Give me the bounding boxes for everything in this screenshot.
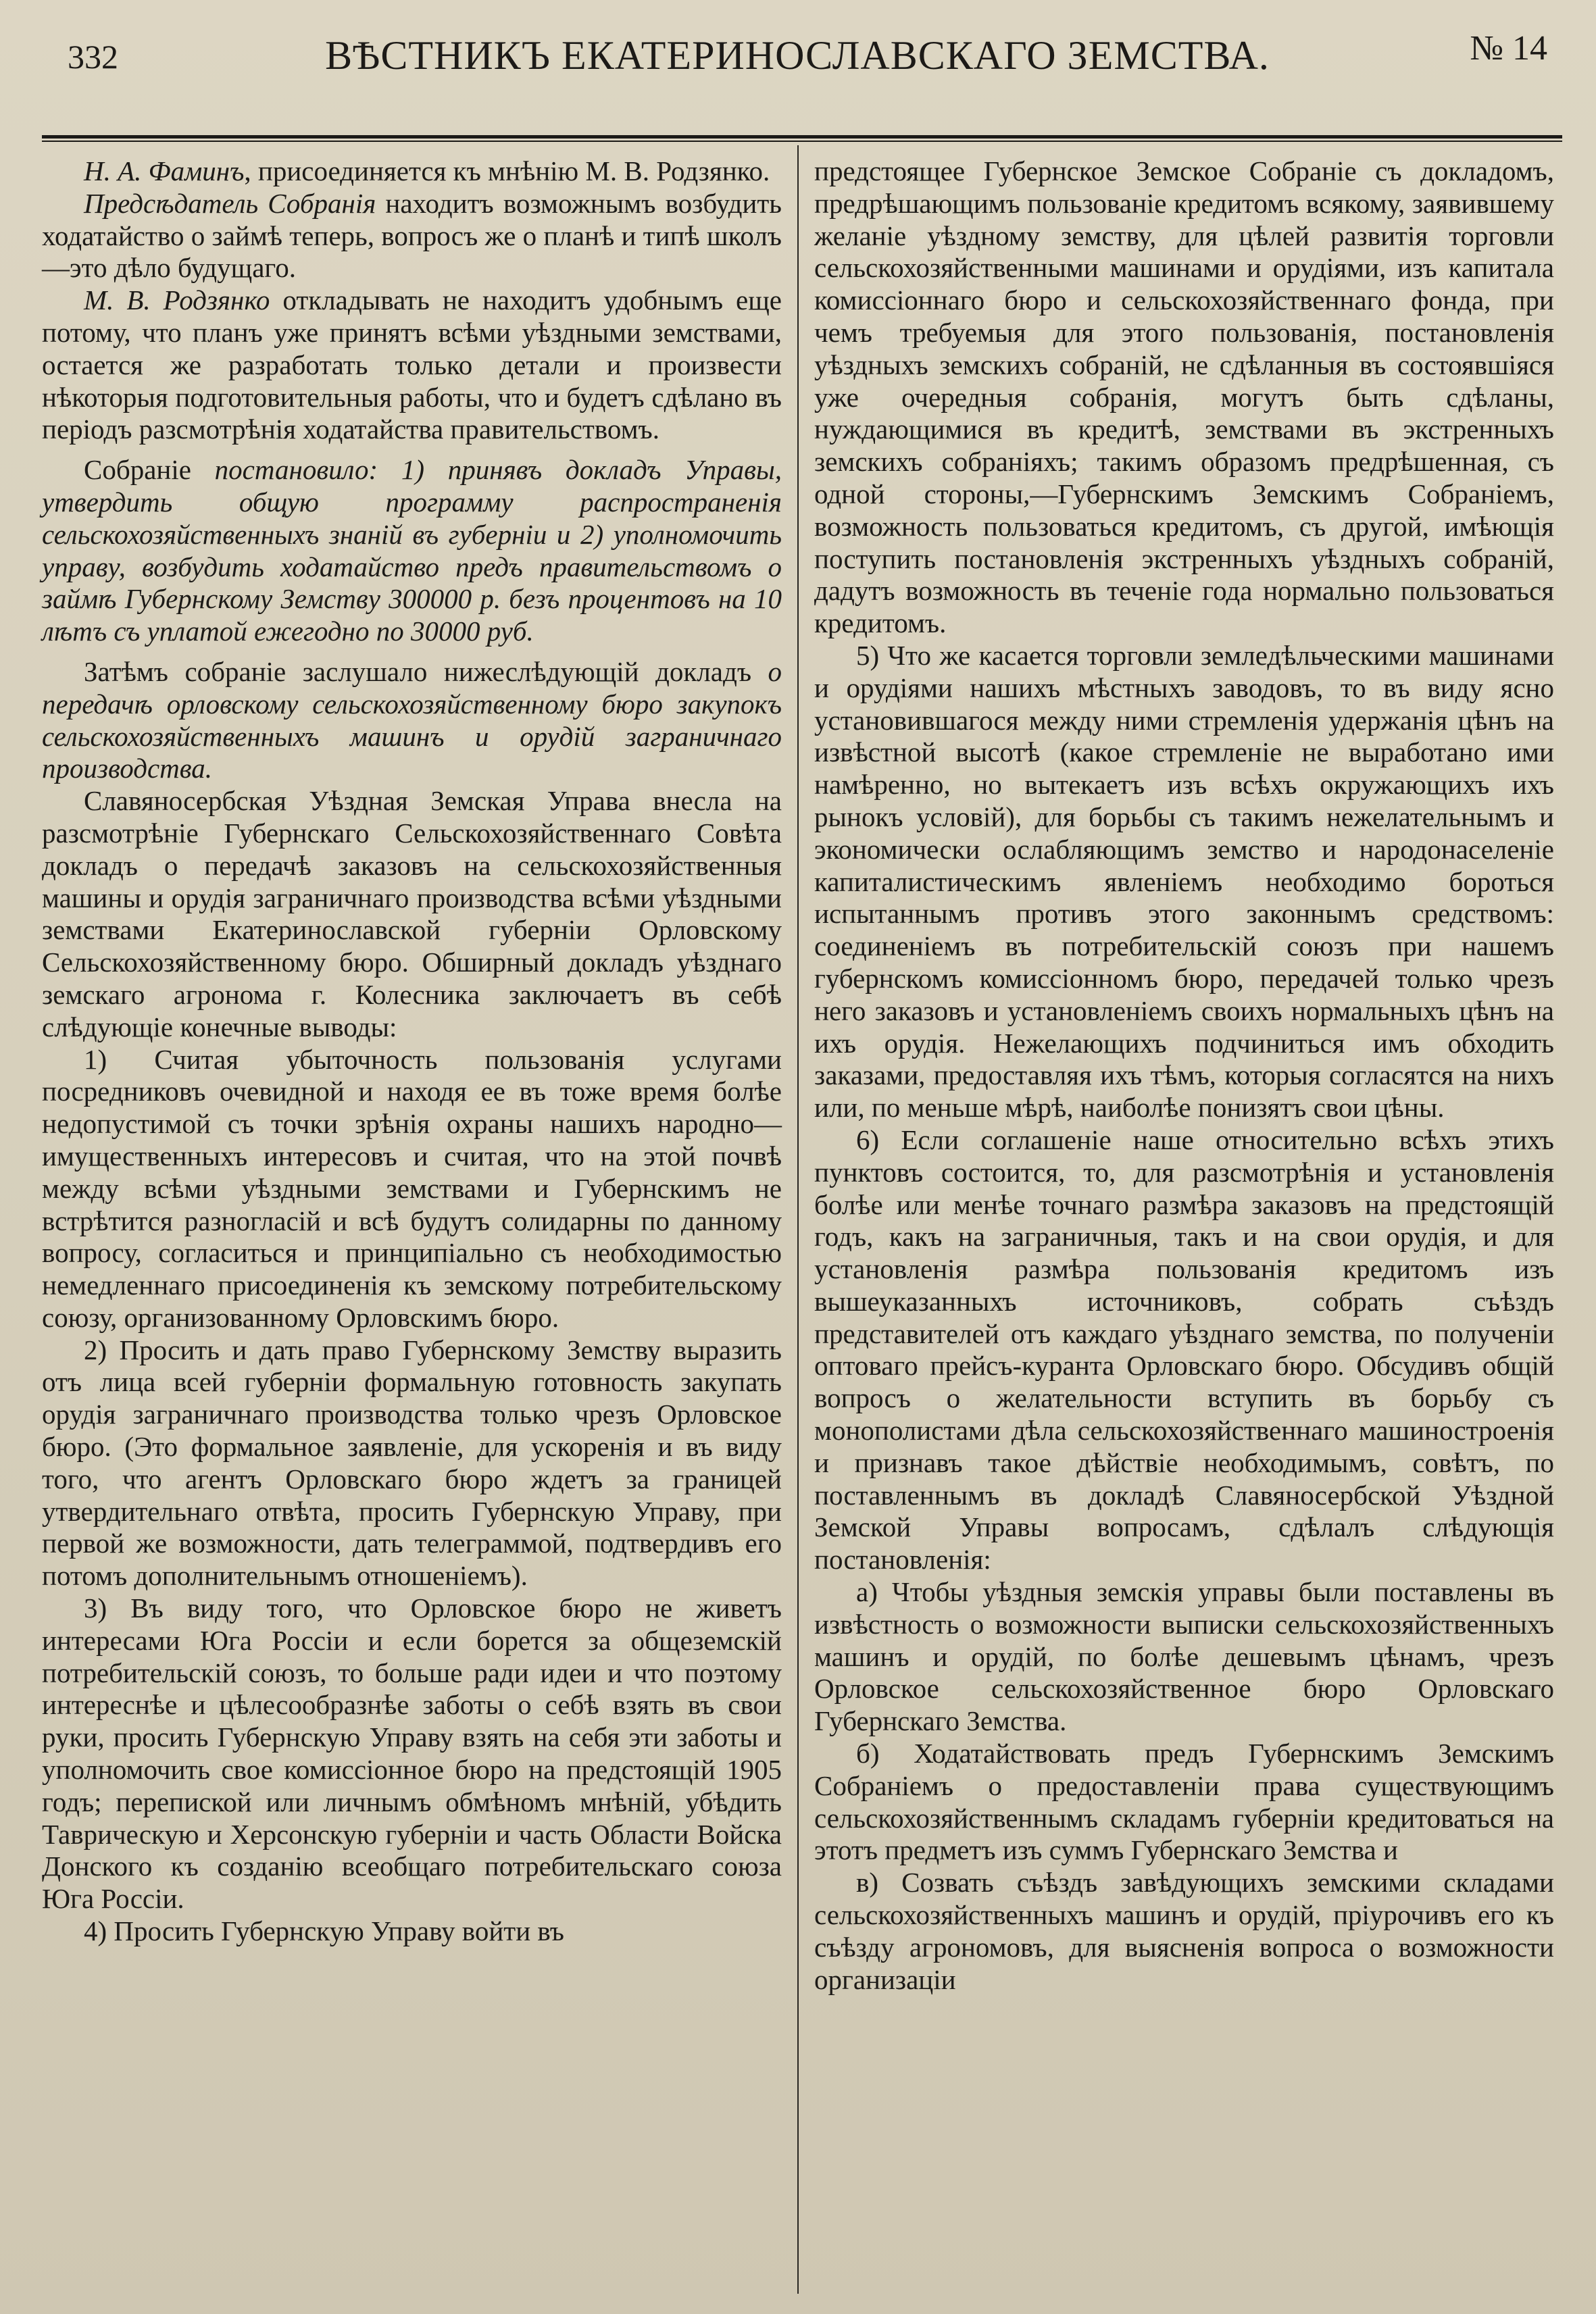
header-rule-thin — [42, 141, 1562, 142]
paragraph — [42, 656, 782, 785]
paragraph: предстоящее Губернское Земское Собраніе съ докладомъ, предрѣшающимъ пользованіе кредитомъ всякому, заявившему желаніе уѣздному земству, для цѣлей развитія торговли сельскохозяйственными машинами и орудіями, изъ капитала комиссіоннаго бюро и сельскохозяйственнаго фонда, при чемъ требуемыя для этого пользованія, постановленія уѣздныхъ земскихъ собраній, не сдѣланныя въ состоявшіяся уже очередныя собранія, могутъ быть сдѣланы, нуждающимися въ кредитѣ, земствами въ экстренныхъ земскихъ собраніяхъ; такимъ образомъ предрѣшенная, съ одной стороны,—Губернскимъ Земскимъ Собраніемъ, возможность пользоваться кредитомъ, съ другой, имѣющія поступить постановленія экстренныхъ уѣздныхъ собраній, дадутъ возможность въ теченіе года нормально пользоваться кредитомъ. — [814, 155, 1554, 639]
list-item: 4) Просить Губернскую Управу войти въ — [84, 1915, 564, 1947]
report-topic: о передачѣ орловскому сельскохозяйственному бюро закупокъ сельскохозяйственныхъ машинъ и орудій заграничнаго производства. — [42, 655, 782, 784]
paragraph-text: откладывать не находитъ удобнымъ еще потому, что планъ уже принятъ всѣми уѣздными земствами, остается же разработать только детали и произвести нѣкоторыя подготовительныя работы, что и будетъ сдѣлано въ періодъ разсмотрѣнія ходатайства правительствомъ. — [42, 284, 782, 445]
page-header — [41, 27, 1554, 101]
resolution-paragraph — [42, 454, 782, 648]
resolution-text: постановило: 1) принявъ докладъ Управы, утвердить общую программу распространенія сельскохозяйственныхъ знаній въ губерніи и 2) уполномочить управу, возбудить ходатайство предъ правительствомъ о займѣ Губернскому Земству 300000 р. безъ процентовъ на 10 лѣтъ съ уплатой ежегодно по 30000 руб. — [42, 454, 782, 647]
list-item: 6) Если соглашеніе наше относительно всѣхъ этихъ пунктовъ состоится, то, для разсмотрѣнія и установленія болѣе или менѣе точнаго размѣра заказовъ на предстоящій годъ, какъ на заграничныя, такъ и на свои орудія, и для установленія размѣра пользованія кредитомъ изъ вышеуказанныхъ источниковъ, собрать съѣздъ представителей отъ каждаго уѣзднаго земства, по полученіи оптоваго прейсъ-куранта Орловскаго бюро. Обсудивъ общій вопросъ о желательности вступить въ борьбу съ монополистами дѣла сельскохозяйственнаго машиностроенія и признавъ такое дѣйствіе необходимымъ, совѣтъ, по поставленнымъ въ докладѣ Славяносербской Уѣздной Земской Управы вопросамъ, сдѣлалъ слѣдующія постановленія: — [814, 1124, 1554, 1576]
paragraph — [42, 188, 782, 284]
list-item: в) Созвать съѣздъ завѣдующихъ земскими складами сельскохозяйственныхъ машинъ и орудій, пріурочивъ его къ съѣзду агрономовъ, для выясненія вопроса о возможности организаціи — [814, 1867, 1554, 1995]
speaker-name: Предсѣдатель Собранія — [84, 187, 376, 219]
paragraph — [42, 284, 782, 446]
paragraph-text: Затѣмъ собраніе заслушало нижеслѣдующій докладъ — [84, 655, 768, 687]
paragraph-text: , присоединяется къ мнѣнію М. В. Родзянко. — [244, 155, 770, 186]
header-rule — [42, 135, 1562, 139]
list-item: 5) Что же касается торговли земледѣльческими машинами и орудіями нашихъ мѣстныхъ заводовъ, то въ виду ясно установившагося между ними стремленія удержанія цѣнъ на извѣстной высотѣ (какое стремленіе не выработано ими намѣренно, но вытекаетъ изъ всѣхъ окружающихъ ихъ рынокъ условій), для борьбы съ такимъ нежелательнымъ и экономически ослабляющимъ земство и народонаселеніе капиталистическимъ явленіемъ необходимо бороться испытаннымъ противъ этого законнымъ средствомъ: соединеніемъ въ потребительскій союзъ при нашемъ губернскомъ комиссіонномъ бюро, передачей только чрезъ него заказовъ и установленіемъ своихъ нормальныхъ цѣнъ на ихъ орудія. Нежелающихъ подчиниться имъ обходить заказами, предоставляя ихъ тѣмъ, которыя согласятся на нихъ или, по меньше мѣрѣ, наиболѣе понизятъ свои цѣны. — [814, 639, 1554, 1124]
list-item: 1) Считая убыточность пользованія услугами посредниковъ очевидной и находя ее въ тоже время болѣе недопустимой съ точки зрѣнія охраны нашихъ народно—имущественныхъ интересовъ и считая, что на этой почвѣ между всѣми уѣздными земствами и Губернскимъ не встрѣтится разногласій и всѣ будутъ солидарны по данному вопросу, согласиться и принципіально съ необходимостью немедленнаго присоединенія къ земскому потребительскому союзу, организованному Орловскимъ бюро. — [42, 1043, 782, 1333]
speaker-name: М. В. Родзянко — [84, 284, 270, 316]
paragraph-text: Собраніе — [84, 454, 215, 486]
left-column — [42, 155, 782, 1948]
page-number: 332 — [68, 38, 118, 76]
right-column — [814, 155, 1554, 1996]
list-item: б) Ходатайствовать предъ Губернскимъ Земскимъ Собраніемъ о предоставленіи права существующимъ сельскохозяйственнымъ складамъ губерніи кредитоваться на этотъ предметъ изъ суммъ Губернскаго Земства и — [814, 1738, 1554, 1866]
paragraph — [42, 155, 782, 188]
list-item: 3) Въ виду того, что Орловское бюро не живетъ интересами Юга Россіи и если борется за общеземскій потребительскій союзъ, то больше ради идеи и что поэтому интереснѣе и цѣлесообразнѣе заботы о себѣ взять въ свои руки, просить Губернскую Управу взять на себя эти заботы и уполномочить свое комиссіонное бюро на предстоящій 1905 годъ; перепиской или личнымъ обмѣномъ мнѣній, убѣдить Таврическую и Херсонскую губерніи и часть Области Войска Донского къ созданію всеобщаго потребительскаго союза Юга Россіи. — [42, 1592, 782, 1915]
paragraph: Славяносербская Уѣздная Земская Управа внесла на разсмотрѣніе Губернскаго Сельскохозяйственнаго Совѣта докладъ о передачѣ заказовъ на сельскохозяйственныя машины и орудія заграничнаго производства всѣми уѣздными земствами Екатеринославской губерніи Орловскому Сельскохозяйственному бюро. Обширный докладъ уѣзднаго земскаго агронома г. Колесника заключаетъ въ себѣ слѣдующіе конечные выводы: — [42, 785, 782, 1042]
column-divider — [797, 145, 799, 2294]
running-title: ВѢСТНИКЪ ЕКАТЕРИНОСЛАВСКАГО ЗЕМСТВА. — [325, 33, 1270, 78]
list-item: 2) Просить и дать право Губернскому Земству выразить отъ лица всей губерніи формальную готовность закупать орудія заграничнаго производства только чрезъ Орловское бюро. (Это формальное заявленіе, для ускоренія и въ виду того, что агентъ Орловскаго бюро ждетъ за границей утвердительнаго отвѣта, просить Губернскую Управу, при первой же возможности, дать телеграммой, подтвердивъ его потомъ дополнительнымъ отношеніемъ). — [42, 1334, 782, 1592]
list-item: а) Чтобы уѣздныя земскія управы были поставлены въ извѣстность о возможности выписки сельскохозяйственныхъ машинъ и орудій, по болѣе дешевымъ цѣнамъ, чрезъ Орловское сельскохозяйственное бюро Орловскаго Губернскаго Земства. — [814, 1576, 1554, 1737]
paragraph-text: находитъ возможнымъ возбудить ходатайство о займѣ теперь, вопросъ же о планѣ и типѣ школъ—это дѣло будущаго. — [42, 187, 782, 284]
issue-number: № 14 — [1470, 29, 1547, 68]
speaker-name: Н. А. Фаминъ — [84, 155, 245, 186]
